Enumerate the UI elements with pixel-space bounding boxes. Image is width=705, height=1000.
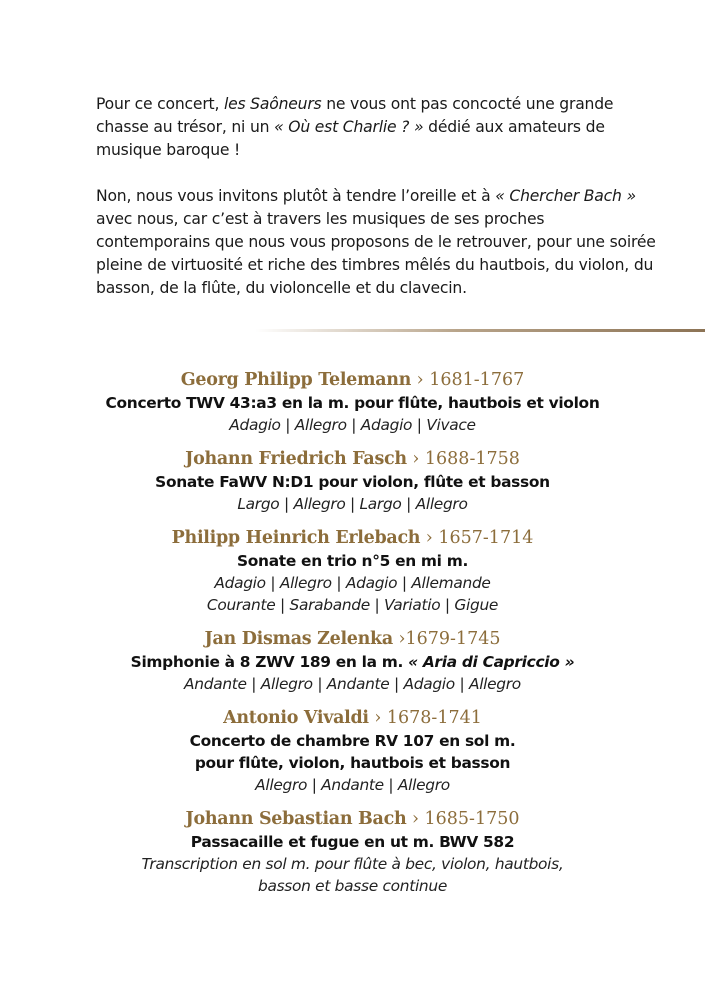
composer-name: Johann Friedrich Fasch [185, 449, 407, 469]
text-run: ne vous ont pas concocté une grande chasse au trésor, ni un [96, 95, 614, 136]
movements-line: Adagio | Allegro | Adagio | Allemande [214, 574, 491, 592]
composer-line [0, 807, 705, 831]
composer-line [0, 706, 705, 730]
decorative-divider [255, 329, 705, 332]
text-run: avec nous, car c’est à travers les musiques de ses proches contemporains que nous vous proposons de le retrouver, pour une soirée pleine de virtuosité et riche des timbres mêlés du hautbois, du violon, du basson, de la flûte, du violoncelle et du clavecin. [96, 210, 656, 297]
composer-line [0, 447, 705, 471]
composer-dates: › 1681-1767 [411, 370, 525, 390]
program-item [0, 706, 705, 796]
program-item [0, 368, 705, 436]
composer-line [0, 627, 705, 651]
program-item [0, 627, 705, 695]
text-run: dédié aux amateurs de musique baroque ! [96, 118, 605, 159]
movements-line: Adagio | Allegro | Adagio | Vivace [229, 416, 476, 434]
composer-line [0, 526, 705, 550]
work-title [0, 471, 705, 493]
composer-dates: › 1688-1758 [406, 449, 520, 469]
text-run: Non, nous vous invitons plutôt à tendre l’oreille et à [96, 187, 496, 205]
movements-line: Andante | Allegro | Andante | Adagio | Allegro [184, 675, 521, 693]
work-title [0, 651, 705, 673]
composer-name: Antonio Vivaldi [223, 708, 369, 728]
text-run: Simphonie à 8 ZWV 189 en la m. [130, 653, 409, 671]
composer-line [0, 368, 705, 392]
italic-text: « Aria di Capriccio » [408, 653, 575, 671]
text-run: Concerto TWV 43:a3 en la m. pour flûte, hautbois et violon [105, 394, 600, 412]
program-item [0, 526, 705, 616]
composer-name: Georg Philipp Telemann [180, 370, 412, 390]
movements-line: basson et basse continue [257, 877, 448, 895]
text-run: Pour ce concert, [96, 95, 224, 113]
composer-name: Johann Sebastian Bach [185, 809, 407, 829]
composer-dates: › 1678-1741 [368, 708, 482, 728]
work-title [0, 730, 705, 774]
work-title [0, 392, 705, 414]
composer-name: Jan Dismas Zelenka [204, 629, 393, 649]
movements-line: Transcription en sol m. pour flûte à bec, violon, hautbois, [141, 855, 564, 873]
work-title [0, 550, 705, 572]
composer-dates: › 1657-1714 [420, 528, 534, 548]
text-run: pour flûte, violon, hautbois et basson [194, 754, 511, 772]
movements-line: Largo | Allegro | Largo | Allegro [237, 495, 468, 513]
text-run: Sonate en trio n°5 en mi m. [237, 552, 468, 570]
composer-dates: ›1679-1745 [392, 629, 501, 649]
text-run: Concerto de chambre RV 107 en sol m. [189, 732, 516, 750]
program-item [0, 447, 705, 515]
movements-line: Courante | Sarabande | Variatio | Gigue [206, 596, 499, 614]
italic-text: « Chercher Bach » [495, 187, 636, 205]
program-item [0, 807, 705, 897]
text-run: Passacaille et fugue en ut m. BWV 582 [190, 833, 515, 851]
movements-line: Allegro | Andante | Allegro [255, 776, 450, 794]
text-run: Sonate FaWV N:D1 pour violon, flûte et basson [155, 473, 550, 491]
composer-dates: › 1685-1750 [406, 809, 520, 829]
italic-text: les Saôneurs [223, 95, 322, 113]
italic-text: « Où est Charlie ? » [274, 118, 424, 136]
intro-paragraph-1 [96, 93, 656, 162]
composer-name: Philipp Heinrich Erlebach [171, 528, 421, 548]
concert-program [0, 368, 705, 908]
intro-text [96, 93, 656, 300]
work-title [0, 831, 705, 853]
intro-paragraph-2 [96, 185, 656, 300]
